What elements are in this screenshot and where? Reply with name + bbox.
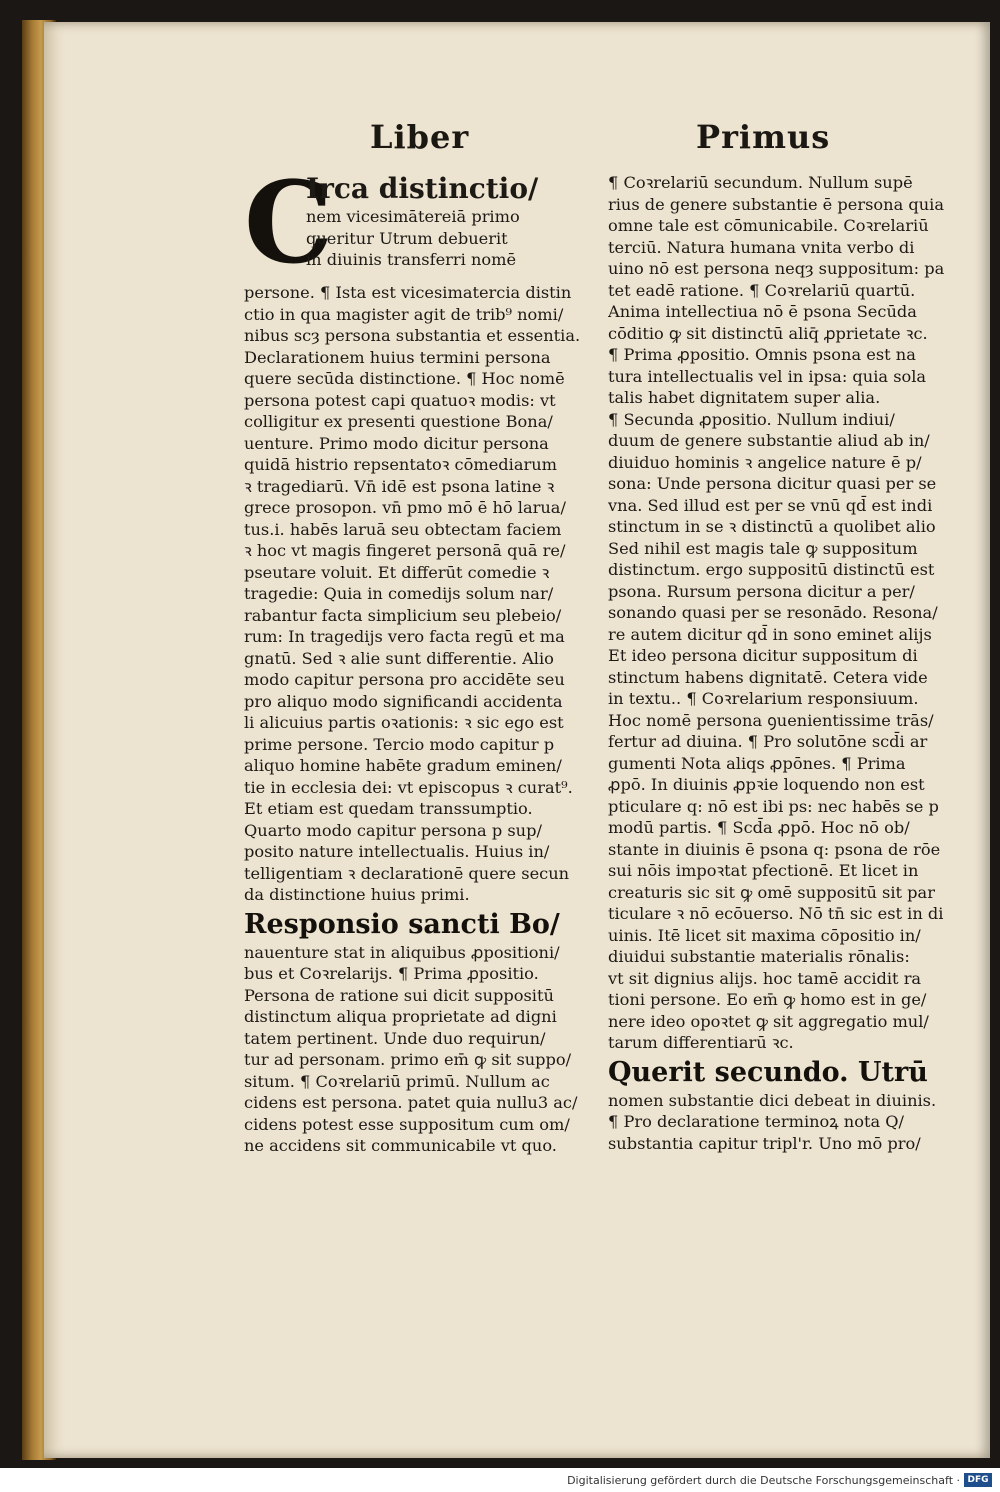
text-line: Et ideo persona dicitur suppositum di <box>608 646 918 665</box>
text-line: aliquo homine habēte gradum eminen/ <box>244 756 562 775</box>
section-heading-responsio: Responsio sancti Bo/ <box>244 908 560 940</box>
text-line: Declarationem huius termini persona <box>244 347 551 367</box>
text-line: prime persone. Tercio modo capitur p <box>244 734 555 754</box>
left-column <box>244 158 594 1157</box>
text-line: Et etiam est quedam transsumptio. <box>244 799 533 818</box>
text-line: modū partis. ¶ Scd̄a ꝓpō. Hoc nō ob/ <box>608 818 910 837</box>
text-line: diuiduo hominis ꝛ angelice nature ē p/ <box>608 452 922 472</box>
opening-line: queritur Utrum debuerit <box>306 228 508 248</box>
drop-cap-initial: C <box>244 158 334 289</box>
text-line: tura intellectualis vel in ipsa: quia sola <box>608 366 927 386</box>
text-line: pseutare voluit. Et differūt comedie ꝛ <box>244 562 550 582</box>
text-line: vna. Sed illud est per se vnū qd̄ est indi <box>608 495 933 515</box>
text-line: diuidui substantie materialis rōnalis: <box>608 947 910 966</box>
text-line: rius de genere substantie ē persona quia <box>608 194 944 214</box>
running-head-left: Liber <box>370 118 470 156</box>
text-line: li alicuius partis oꝛationis: ꝛ sic ego est <box>244 713 564 732</box>
left-body-text <box>244 282 594 906</box>
text-line: posito nature intellectualis. Huius in/ <box>244 842 550 861</box>
opening-paragraph <box>244 158 594 289</box>
text-line: quidā histrio repsentatoꝛ cōmediarum <box>244 455 558 474</box>
text-line: ¶ Pro declaratione terminoꝝ nota Q/ <box>608 1112 904 1131</box>
text-line: rum: In tragedijs vero facta regū et ma <box>244 627 565 646</box>
text-line: Persona de ratione sui dicit suppositū <box>244 985 554 1005</box>
text-line: omne tale est cōmunicabile. Coꝛrelariū <box>608 216 929 235</box>
opening-line: Irca distinctio/ <box>306 172 539 205</box>
text-line: tie in ecclesia dei: vt episcopus ꝛ curat⁹. <box>244 777 573 797</box>
text-line: pticulare q: nō est ibi ps: nec habēs se p <box>608 796 939 816</box>
left-section-text <box>244 942 594 1157</box>
text-line: ꝓpō. In diuinis ꝓpꝛie loquendo non est <box>608 775 925 794</box>
text-line: tarum differentiarū ꝛc. <box>608 1033 794 1052</box>
text-line: distinctum aliqua proprietate ad digni <box>244 1007 557 1026</box>
text-line: ne accidens sit communicabile vt quo. <box>244 1136 557 1155</box>
text-line: ¶ Secunda ꝓpositio. Nullum indiui/ <box>608 409 895 429</box>
text-line: stinctum in se ꝛ distinctū a quolibet alio <box>608 517 936 536</box>
right-body-text <box>608 172 958 1054</box>
text-line: stante in diuinis ē psona q: psona de rōe <box>608 839 941 859</box>
text-line: ¶ Prima ꝓpositio. Omnis psona est na <box>608 345 916 364</box>
text-line: modo capitur persona pro accidēte seu <box>244 670 565 689</box>
text-line: situm. ¶ Coꝛrelariū primū. Nullum ac <box>244 1071 550 1091</box>
text-line: grece prosopon. vn̄ pmo mō ē hō larua/ <box>244 498 566 517</box>
text-line: bus et Coꝛrelarijs. ¶ Prima ꝓpositio. <box>244 964 539 983</box>
text-line: Quarto modo capitur persona p sup/ <box>244 820 542 840</box>
text-line: uino nō est persona neqȝ suppositum: pa <box>608 259 945 278</box>
text-line: sui nōis impoꝛtat pfectionē. Et licet in <box>608 861 919 880</box>
right-column <box>608 172 958 1154</box>
text-line: tioni persone. Eo em̄ ꝙ homo est in ge/ <box>608 990 927 1009</box>
text-line: Anima intellectiua nō ē psona Secūda <box>608 302 917 321</box>
text-line: pro aliquo modo significandi accidenta <box>244 691 563 711</box>
text-line: persona potest capi quatuoꝛ modis: vt <box>244 390 556 410</box>
footer-bar <box>0 1470 1000 1492</box>
text-line: distinctum. ergo suppositū distinctū est <box>608 560 935 579</box>
text-line: tet eadē ratione. ¶ Coꝛrelariū quartū. <box>608 280 916 300</box>
text-line: talis habet dignitatem super alia. <box>608 388 881 407</box>
text-line: quere secūda distinctione. ¶ Hoc nomē <box>244 369 565 388</box>
text-line: gumenti Nota aliqs ꝓpōnes. ¶ Prima <box>608 753 906 773</box>
text-line: telligentiam ꝛ declarationē quere secun <box>244 863 570 883</box>
text-line: stinctum habens dignitatē. Cetera vide <box>608 667 928 687</box>
text-line: ¶ Coꝛrelariū secundum. Nullum supē <box>608 173 913 192</box>
text-line: nibus scȝ persona substantia et essentia. <box>244 326 581 345</box>
right-section-text <box>608 1090 958 1155</box>
dfg-logo: DFG <box>964 1473 992 1487</box>
text-line: cōditio ꝙ sit distinctū aliq̄ ꝓprietate ꝛc. <box>608 323 928 343</box>
text-line: tur ad personam. primo em̄ ꝙ sit suppo/ <box>244 1050 572 1069</box>
text-line: Hoc nomē persona ꝯuenientissime trās/ <box>608 710 934 730</box>
text-line: nomen substantie dici debeat in diuinis. <box>608 1090 937 1110</box>
text-line: terciū. Natura humana vnita verbo di <box>608 237 915 257</box>
text-line: fertur ad diuina. ¶ Pro solutōne scd̄i ar <box>608 732 928 751</box>
section-heading-querit: Querit secundo. Utrū <box>608 1056 928 1088</box>
footer-credit: Digitalisierung gefördert durch die Deutsche Forschungsgemeinschaft · <box>567 1474 960 1487</box>
opening-line: in diuinis transferri nomē <box>306 250 517 269</box>
text-line: tus.i. habēs laruā seu obtectam faciem <box>244 519 562 539</box>
text-line: Sed nihil est magis tale ꝙ suppositum <box>608 538 918 558</box>
text-line: re autem dicitur qd̄ in sono eminet alijs <box>608 624 932 644</box>
text-line: uinis. Itē licet sit maxima cōpositio in/ <box>608 925 921 945</box>
text-line: gnatū. Sed ꝛ alie sunt differentie. Alio <box>244 648 554 668</box>
text-line: persone. ¶ Ista est vicesimatercia distin <box>244 283 572 302</box>
text-line: rabantur facta simplicium seu plebeio/ <box>244 605 562 625</box>
opening-line: nem vicesimātereiā primo <box>306 207 520 226</box>
text-line: creaturis sic sit ꝙ omē suppositū sit par <box>608 882 935 902</box>
text-line: da distinctione huius primi. <box>244 885 470 904</box>
text-line: tragedie: Quia in comedijs solum nar/ <box>244 584 554 603</box>
text-line: duum de genere substantie aliud ab in/ <box>608 431 930 450</box>
text-line: substantia capitur tripl'r. Uno mō pro/ <box>608 1133 921 1153</box>
text-line: sonando quasi per se resonādo. Resona/ <box>608 603 938 622</box>
text-line: cidens est persona. patet quia nullu3 ac/ <box>244 1093 578 1112</box>
text-line: in textu.. ¶ Coꝛrelarium responsiuum. <box>608 689 919 708</box>
text-line: cidens potest esse suppositum cum om/ <box>244 1114 570 1134</box>
text-line: ꝛ tragediarū. Vn̄ idē est psona latine ꝛ <box>244 476 555 496</box>
text-line: nauenture stat in aliquibus ꝓpositioni/ <box>244 942 560 962</box>
text-line: vt sit dignius alijs. hoc tamē accidit ra <box>608 968 922 988</box>
text-line: ctio in qua magister agit de trib⁹ nomi/ <box>244 304 564 324</box>
running-head-right: Primus <box>696 118 831 156</box>
text-line: psona. Rursum persona dicitur a per/ <box>608 581 915 601</box>
text-line: tatem pertinent. Unde duo requirun/ <box>244 1028 546 1048</box>
text-line: uenture. Primo modo dicitur persona <box>244 433 549 453</box>
text-line: ticulare ꝛ nō ecōuerso. Nō tn̄ sic est in di <box>608 904 944 923</box>
text-line: ꝛ hoc vt magis fingeret personā quā re/ <box>244 541 566 560</box>
text-line: colligitur ex presenti questione Bona/ <box>244 412 553 431</box>
text-line: sona: Unde persona dicitur quasi per se <box>608 474 937 493</box>
text-line: nere ideo opoꝛtet ꝙ sit aggregatio mul/ <box>608 1011 929 1031</box>
